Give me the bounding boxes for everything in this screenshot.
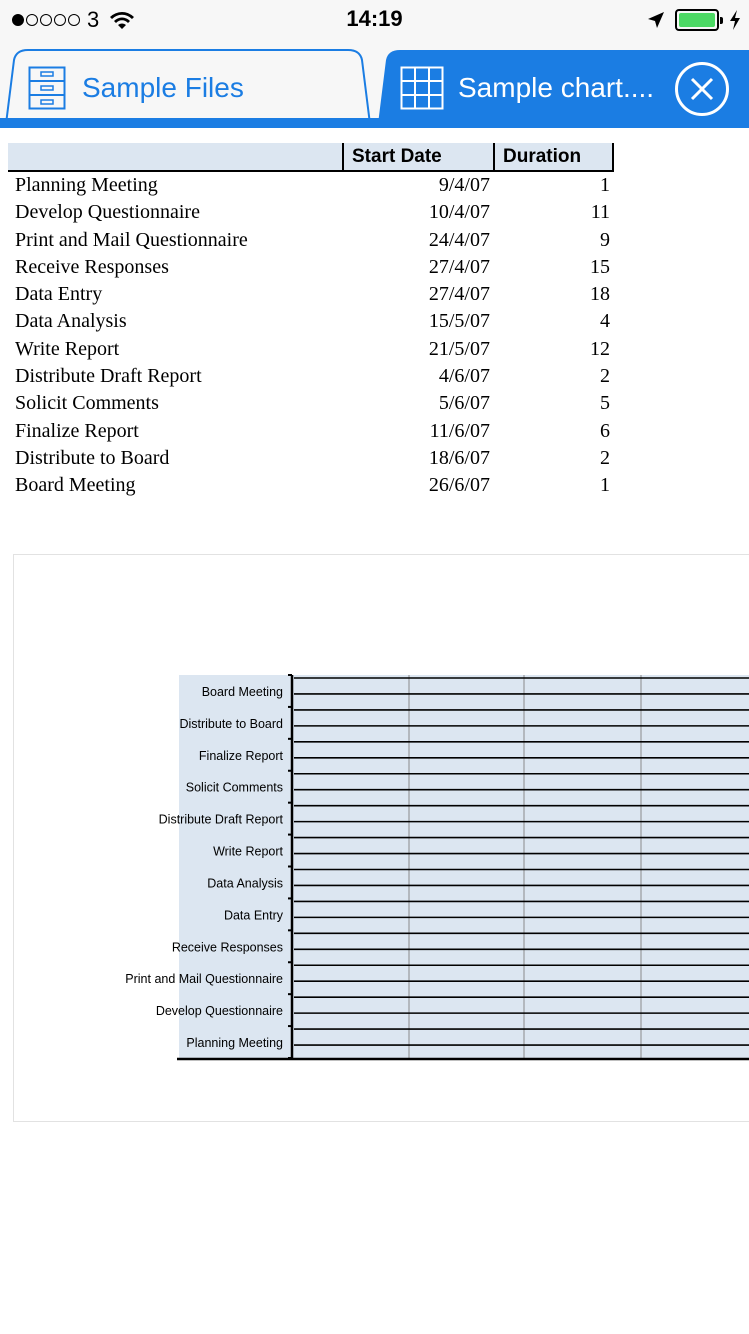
cell-duration[interactable]: 1 (600, 174, 610, 196)
table-row (8, 472, 618, 499)
carrier-name: 3 (87, 7, 100, 32)
cell-start-date[interactable]: 26/6/07 (428, 474, 490, 497)
cell-duration[interactable]: 12 (590, 337, 610, 360)
category-label: Write Report (213, 844, 283, 859)
spreadsheet-table (8, 143, 618, 500)
cell-duration[interactable]: 4 (600, 310, 610, 333)
battery-icon (675, 9, 719, 31)
gantt-chart (13, 554, 749, 1122)
table-row (8, 281, 618, 308)
header-cell-duration[interactable]: Duration (493, 143, 614, 172)
cell-start-date[interactable]: 9/4/07 (438, 174, 490, 196)
close-tab-button[interactable] (675, 62, 729, 116)
battery-level (679, 13, 715, 27)
charging-bolt-icon (729, 10, 741, 30)
table-row (8, 445, 618, 472)
table-row (8, 418, 618, 445)
close-icon (690, 77, 714, 101)
location-arrow-icon (647, 11, 665, 29)
cell-start-date[interactable]: 4/6/07 (438, 365, 490, 388)
cell-task[interactable]: Data Analysis (15, 310, 127, 333)
header-cell-task[interactable] (8, 143, 343, 172)
cell-start-date[interactable]: 5/6/07 (438, 392, 490, 415)
cell-task[interactable]: Distribute Draft Report (15, 365, 202, 388)
cell-task[interactable]: Data Entry (15, 283, 103, 306)
cell-task[interactable]: Solicit Comments (15, 392, 159, 415)
cell-task[interactable]: Develop Questionnaire (15, 201, 200, 224)
table-row (8, 390, 618, 417)
cell-duration[interactable]: 2 (600, 365, 610, 388)
cell-duration[interactable]: 15 (590, 255, 610, 278)
table-body (8, 172, 618, 500)
plot-area (294, 675, 749, 1058)
table-row (8, 199, 618, 226)
category-label: Data Entry (223, 908, 283, 923)
category-label: Data Analysis (207, 876, 283, 891)
cell-start-date[interactable]: 27/4/07 (428, 255, 490, 278)
table-row (8, 336, 618, 363)
cell-task[interactable]: Receive Responses (15, 255, 169, 278)
table-row (8, 308, 618, 335)
cell-task[interactable]: Planning Meeting (15, 174, 158, 196)
category-label: Distribute to Board (179, 716, 283, 731)
cell-duration[interactable]: 1 (600, 474, 610, 497)
cell-task[interactable]: Board Meeting (15, 474, 136, 497)
cell-start-date[interactable]: 27/4/07 (428, 283, 490, 306)
table-row (8, 363, 618, 390)
header-cell-start-date[interactable]: Start Date (342, 143, 494, 172)
status-bar (0, 0, 749, 40)
table-row (8, 254, 618, 281)
cell-start-date[interactable]: 18/6/07 (428, 446, 490, 469)
tab-sample-files-label[interactable]: Sample Files (82, 72, 244, 103)
table-row (8, 172, 618, 199)
cell-task[interactable]: Distribute to Board (15, 446, 170, 469)
cell-duration[interactable]: 18 (590, 283, 610, 306)
cell-start-date[interactable]: 21/5/07 (428, 337, 490, 360)
tab-sample-files-content[interactable] (28, 64, 244, 112)
category-label: Board Meeting (201, 684, 283, 699)
category-label: Solicit Comments (185, 780, 283, 795)
cell-start-date[interactable]: 10/4/07 (428, 201, 490, 224)
category-label: Finalize Report (198, 748, 283, 763)
cell-duration[interactable]: 6 (600, 419, 610, 442)
tab-bar-underline (0, 118, 749, 128)
category-label: Print and Mail Questionnaire (125, 972, 283, 987)
category-label: Planning Meeting (186, 1036, 283, 1051)
category-axis-band (179, 675, 294, 1058)
cell-duration[interactable]: 9 (600, 228, 610, 251)
category-label: Distribute Draft Report (158, 812, 283, 827)
category-label: Receive Responses (171, 940, 283, 955)
cell-task[interactable]: Finalize Report (15, 419, 139, 442)
tab-sample-chart-label[interactable]: Sample chart.... (458, 72, 655, 103)
cell-task[interactable]: Write Report (15, 337, 120, 360)
cell-duration[interactable]: 11 (590, 201, 610, 224)
table-row (8, 227, 618, 254)
cell-start-date[interactable]: 15/5/07 (428, 310, 490, 333)
cell-duration[interactable]: 5 (600, 392, 610, 415)
grid-icon (400, 66, 444, 110)
status-time: 14:19 (346, 6, 403, 31)
cell-start-date[interactable]: 11/6/07 (429, 419, 490, 442)
status-right (647, 8, 741, 32)
table-header-row (8, 143, 618, 172)
cell-task[interactable]: Print and Mail Questionnaire (15, 228, 248, 251)
cabinet-icon (28, 66, 66, 110)
tab-sample-chart-content[interactable] (400, 64, 654, 112)
cell-start-date[interactable]: 24/4/07 (428, 228, 490, 251)
category-label: Develop Questionnaire (155, 1004, 283, 1019)
cell-duration[interactable]: 2 (600, 446, 610, 469)
chart-svg (14, 555, 749, 1123)
